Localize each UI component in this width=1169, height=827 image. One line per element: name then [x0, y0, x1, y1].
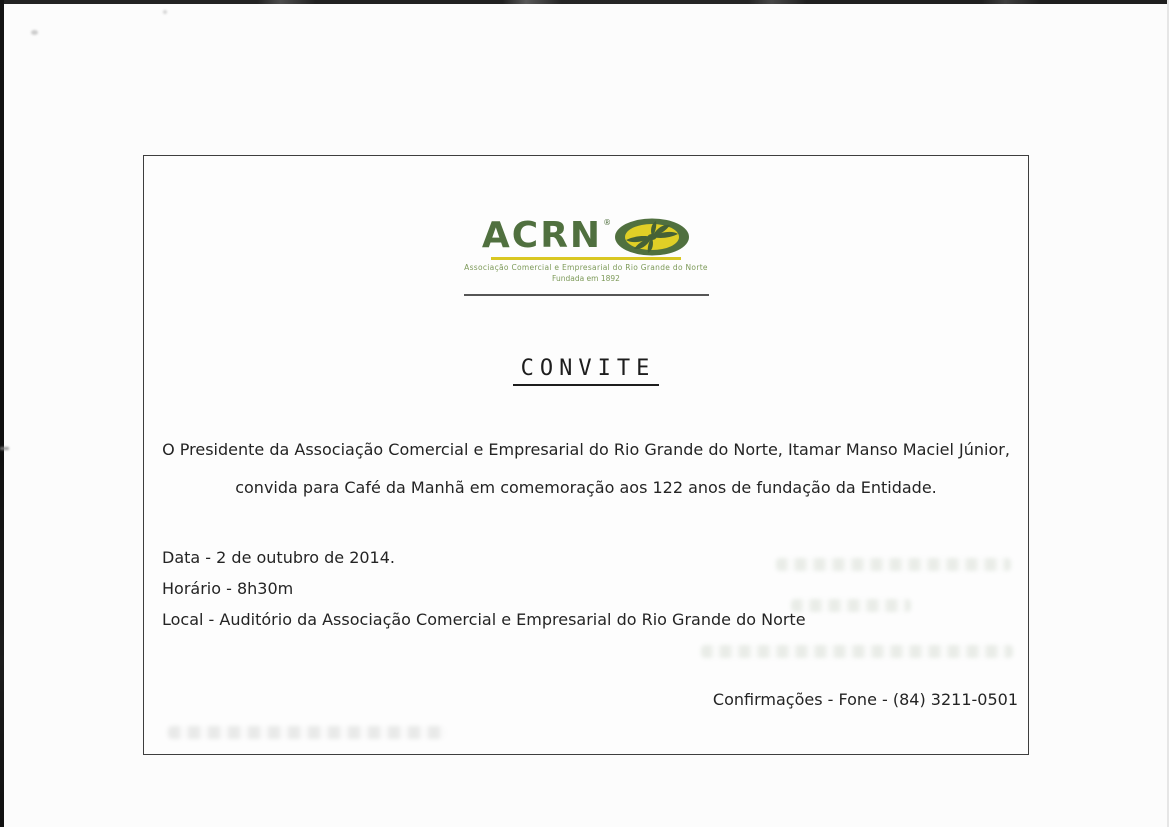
acrn-logo-acronym: ACRN	[481, 215, 603, 256]
bleed-through-smudge	[701, 645, 1013, 658]
acrn-logo-row	[481, 215, 690, 256]
logo-founded-year: Fundada em 1892	[552, 274, 620, 283]
divider-line	[464, 294, 709, 296]
invitation-title: CONVITE	[513, 356, 660, 386]
scanner-edge-left	[0, 0, 4, 827]
invitation-body-line-2: convida para Café da Manhã em comemoração aos 122 anos de fundação da Entidade.	[235, 478, 937, 497]
registered-trademark-icon: ®	[603, 218, 612, 227]
event-details	[162, 548, 806, 641]
scan-speck	[31, 30, 38, 35]
bleed-through-smudge	[776, 558, 1011, 571]
bleed-through-smudge	[791, 599, 911, 612]
scanner-edge-top	[0, 0, 1169, 4]
bleed-through-smudge	[168, 726, 446, 739]
detail-location: Local - Auditório da Associação Comercial e Empresarial do Rio Grande do Norte	[162, 610, 806, 629]
detail-date: Data - 2 de outubro de 2014.	[162, 548, 395, 567]
title-wrap	[144, 356, 1028, 386]
acrn-logo	[144, 215, 1028, 283]
acrn-swirl-icon	[614, 218, 690, 256]
confirmation-phone: Confirmações - Fone - (84) 3211-0501	[712, 690, 1018, 709]
detail-time: Horário - 8h30m	[162, 579, 294, 598]
scan-speck	[0, 447, 9, 450]
logo-underline-bar	[491, 257, 681, 260]
invitation-body-line-1: O Presidente da Associação Comercial e Empresarial do Rio Grande do Norte, Itamar Manso Maciel Júnior,	[162, 440, 1010, 459]
invitation-border-frame	[143, 155, 1029, 755]
scan-speck	[163, 10, 167, 14]
logo-subtitle: Associação Comercial e Empresarial do Rio Grande do Norte	[464, 263, 708, 272]
